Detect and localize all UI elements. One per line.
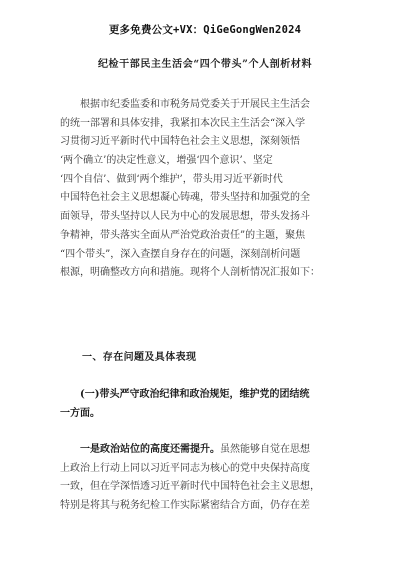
intro-line: “四个带头”，深入查摆自身存在的问题，深刻剖析问题 — [60, 248, 301, 260]
section-heading: 一、存在问题及具体表现 — [82, 352, 197, 363]
intro-line: 习贯彻习近平新时代中国特色社会主义思想，深刻领悟 — [60, 136, 300, 148]
problem-first-rest: 虽然能够自觉在思想 — [220, 444, 310, 455]
intro-line: 争精神，带头落实全面从严治党政治责任”的主题，聚焦 — [60, 229, 306, 241]
problem-lead-text: 一是政治站位的高度还需提升。 — [80, 444, 220, 455]
problem-line: 一致，但在学深悟透习近平新时代中国特色社会主义思想， — [60, 481, 320, 493]
problem-paragraph — [60, 441, 350, 516]
problem-line: 特别是将其与税务纪检工作实际紧密结合方面，仍存在差 — [60, 500, 310, 512]
intro-line: 中国特色社会主义思想凝心铸魂，带头坚持和加强党的全 — [60, 192, 310, 204]
intro-line: ‘四个自信’、做到‘两个维护’，带头用习近平新时代 — [60, 173, 283, 185]
intro-paragraph — [60, 96, 350, 283]
subsection-heading-line: 一方面。 — [60, 408, 100, 419]
intro-line: 的统一部署和具体安排，我紧扣本次民主生活会“深入学 — [60, 117, 306, 129]
intro-line: 根据市纪委监委和市税务局党委关于开展民主生活会 — [80, 99, 310, 110]
document-title: 纪检干部民主生活会“四个带头”个人剖析材料 — [97, 59, 313, 70]
problem-first-line — [60, 441, 350, 460]
problem-line: 上政治上行动上同以习近平同志为核心的党中央保持高度 — [60, 462, 310, 474]
intro-line: ‘两个确立’的决定性意义，增强‘四个意识’、坚定 — [60, 155, 273, 167]
subsection-heading-line: (一)带头严守政治纪律和政治规矩，维护党的团结统 — [80, 389, 310, 400]
intro-line: 面领导，带头坚持以人民为中心的发展思想，带头发扬斗 — [60, 211, 310, 223]
promo-header: 更多免费公文+VX：QiGeGongWen2024 — [108, 24, 302, 36]
intro-line: 根源，明确整改方向和措施。现将个人剖析情况汇报如下： — [60, 267, 320, 279]
subsection-heading — [60, 385, 355, 423]
